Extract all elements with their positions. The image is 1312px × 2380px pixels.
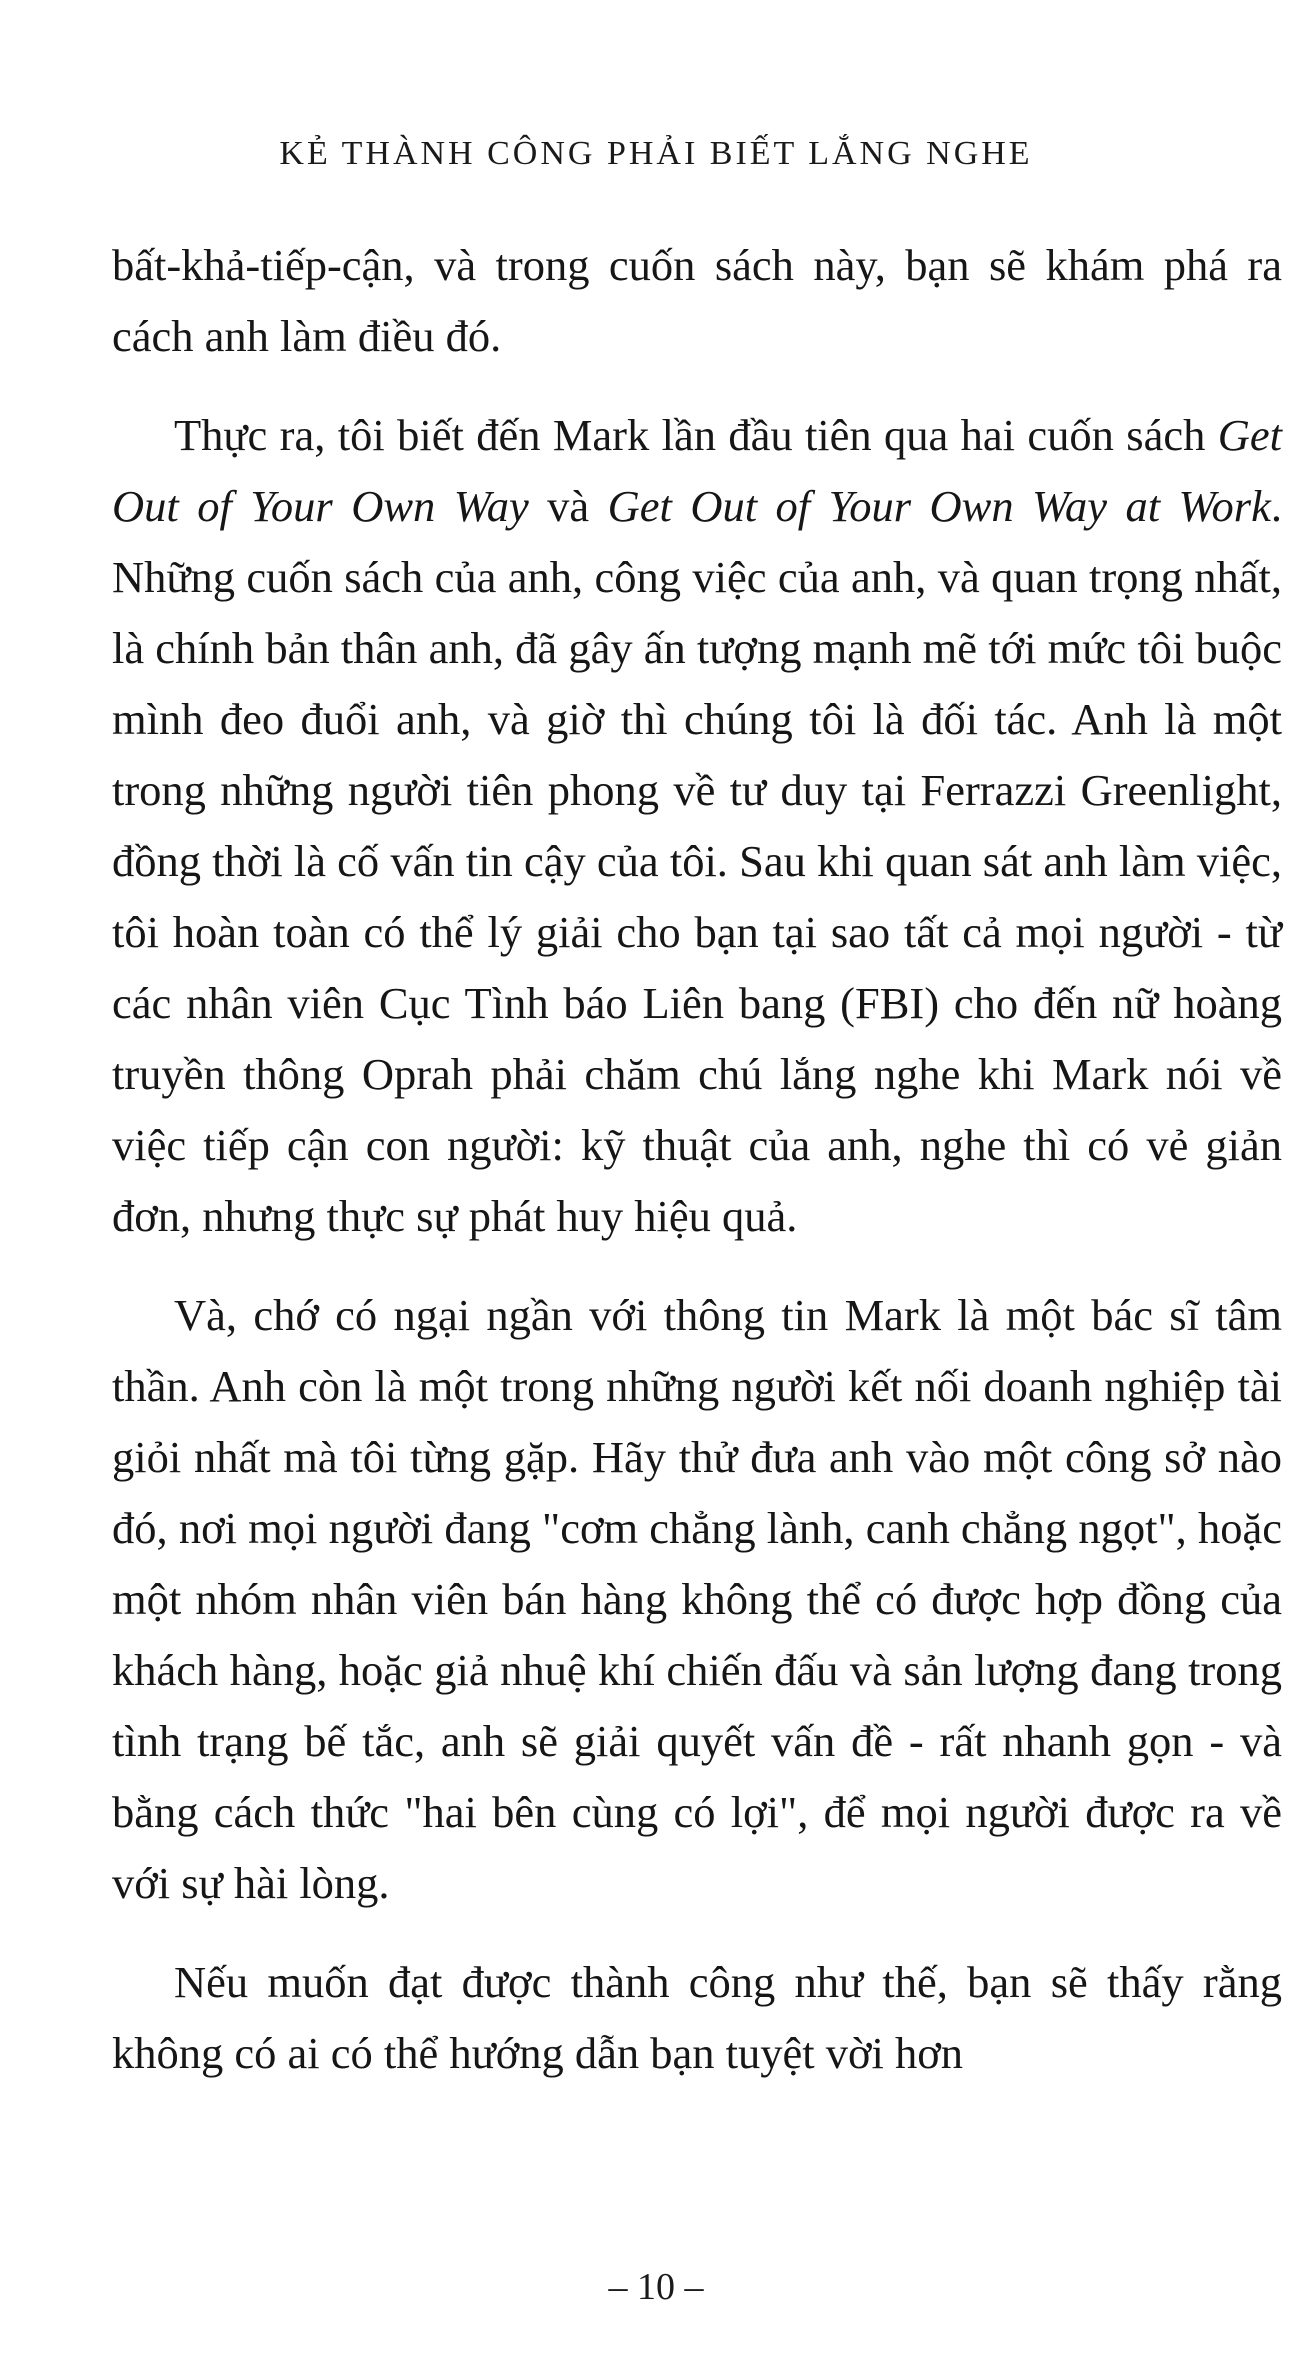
running-header: KẺ THÀNH CÔNG PHẢI BIẾT LẮNG NGHE xyxy=(279,135,1033,172)
paragraph-2-rest: . Những cuốn sách của anh, công việc của anh, và quan trọng nhất, là chính bản thân anh, đã gây ấn tượng mạnh mẽ tới mức tôi buộc mình đeo đuổi anh, và giờ thì chúng tôi là đối tác. Anh là một trong những người tiên phong về tư duy tại Ferrazzi Greenlight, đồng thời là cố vấn tin cậy của tôi. Sau khi quan sát anh làm việc, tôi hoàn toàn có thể lý giải cho bạn tại sao tất cả mọi người - từ các nhân viên Cục Tình báo Liên bang (FBI) cho đến nữ hoàng truyền thông Oprah phải chăm chú lắng nghe khi Mark nói về việc tiếp cận con người: kỹ thuật của anh, nghe thì có vẻ giản đơn, nhưng thực sự phát huy hiệu quả. xyxy=(112,481,1282,1241)
paragraph-1: bất-khả-tiếp-cận, và trong cuốn sách này, bạn sẽ khám phá ra cách anh làm điều đó. xyxy=(112,240,1282,361)
body-text xyxy=(112,230,1282,2117)
paragraph-3: Và, chớ có ngại ngần với thông tin Mark là một bác sĩ tâm thần. Anh còn là một trong những người kết nối doanh nghiệp tài giỏi nhất mà tôi từng gặp. Hãy thử đưa anh vào một công sở nào đó, nơi mọi người đang "cơm chẳng lành, canh chẳng ngọt", hoặc một nhóm nhân viên bán hàng không thể có được hợp đồng của khách hàng, hoặc giả nhuệ khí chiến đấu và sản lượng đang trong tình trạng bế tắc, anh sẽ giải quyết vấn đề - rất nhanh gọn - và bằng cách thức "hai bên cùng có lợi", để mọi người được ra về với sự hài lòng. xyxy=(112,1290,1282,1908)
book-title-1: Get Out of Your Own Way xyxy=(112,410,1282,531)
paragraph-2 xyxy=(112,400,1282,1252)
paragraph-4: Nếu muốn đạt được thành công như thế, bạn sẽ thấy rằng không có ai có thể hướng dẫn bạn tuyệt vời hơn xyxy=(112,1957,1282,2078)
paragraph-2-intro: Thực ra, tôi biết đến Mark lần đầu tiên qua hai cuốn sách xyxy=(174,410,1218,460)
book-title-2: Get Out of Your Own Way at Work xyxy=(607,481,1271,531)
paragraph-2-connector: và xyxy=(528,481,608,531)
page-number: – 10 – xyxy=(608,2266,704,2308)
